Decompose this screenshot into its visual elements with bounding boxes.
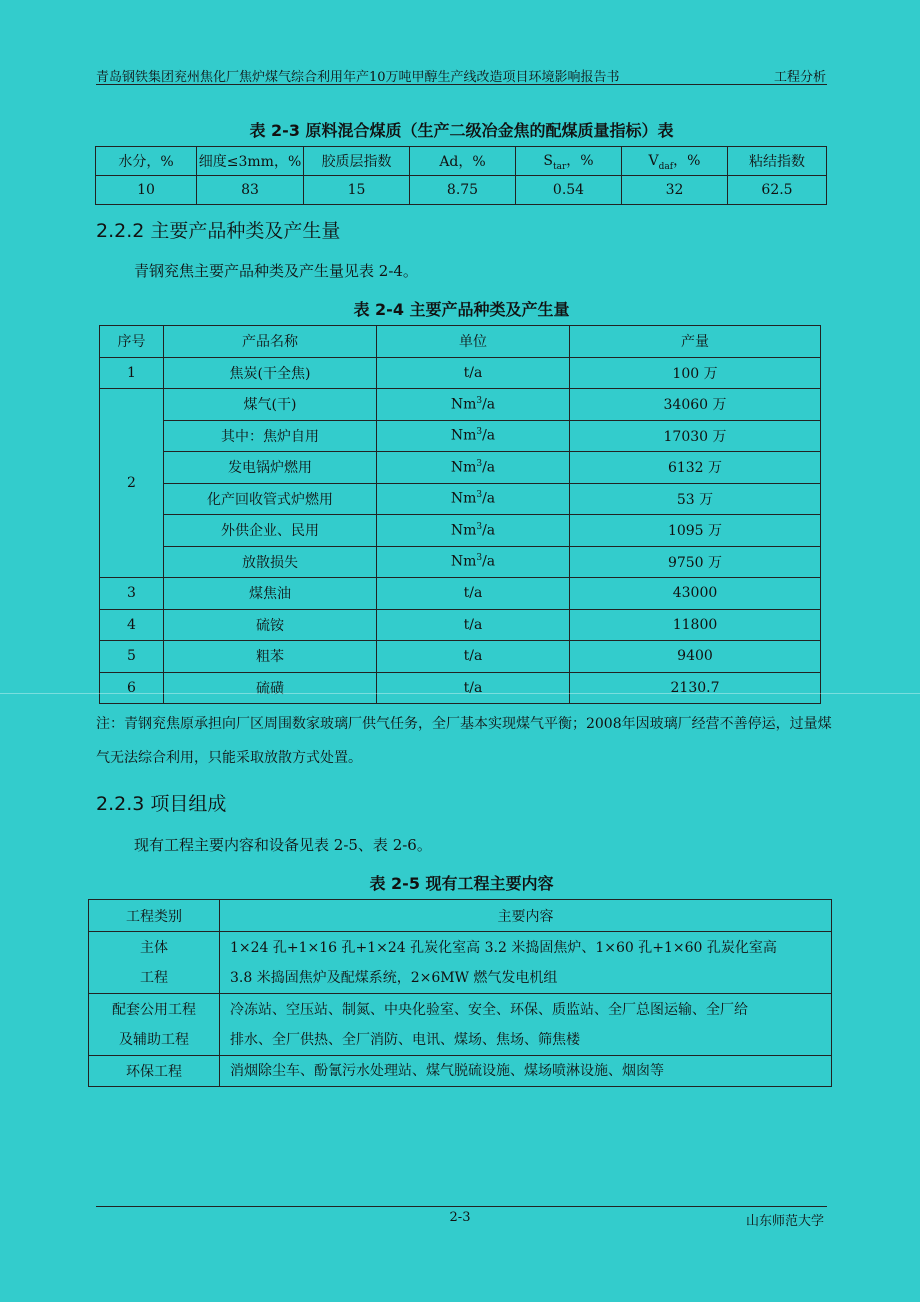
unit-tail: /a — [482, 396, 496, 413]
content-cell: 消烟除尘车、酚氰污水处理站、煤气脱硫设施、煤场喷淋设施、烟囱等 — [220, 1056, 832, 1087]
unit-sup: 3 — [476, 395, 483, 406]
header-section: 工程分析 — [773, 70, 826, 85]
unit-base: Nm — [450, 428, 477, 445]
header-cell: 胶质层指数 — [304, 147, 410, 176]
header-v-unit: ，% — [673, 153, 701, 170]
unit-tail: /a — [482, 428, 496, 445]
row-amount: 17030 万 — [570, 420, 821, 452]
table-2-4-note: 注：青钢兖焦原承担向厂区周围数家玻璃厂供气任务，全厂基本实现煤气平衡；2008年因玻璃厂经营不善停运，过量煤气无法综合利用，只能采取放散方式处置。 — [96, 716, 832, 766]
section-2-2-2-paragraph: 青钢兖焦主要产品种类及产生量见表 2-4。 — [134, 262, 418, 280]
row-unit — [377, 420, 570, 452]
value-cell: 10 — [96, 176, 197, 205]
row-amount: 53 万 — [570, 483, 821, 515]
row-amount: 34060 万 — [570, 389, 821, 421]
row-no: 3 — [100, 578, 164, 610]
content-line: 3.8 米捣固焦炉及配煤系统，2×6MW 燃气发电机组 — [230, 969, 558, 986]
row-name: 放散损失 — [164, 546, 377, 578]
header-title: 青岛钢铁集团兖州焦化厂焦炉煤气综合利用年产10万吨甲醇生产线改造项目环境影响报告书 — [96, 70, 620, 85]
row-name: 外供企业、民用 — [164, 515, 377, 547]
table-row — [100, 357, 821, 389]
footer-rule — [96, 1206, 827, 1207]
row-no: 2 — [100, 389, 164, 578]
row-no: 4 — [100, 609, 164, 641]
row-amount: 100 万 — [570, 357, 821, 389]
header-v-sub: daf — [658, 161, 674, 172]
header-cell: 水分，% — [96, 147, 197, 176]
unit-base: Nm — [450, 491, 477, 508]
header-cell: Ad，% — [410, 147, 516, 176]
row-amount: 43000 — [570, 578, 821, 610]
table-2-4-caption: 表 2-4 主要产品种类及产生量 — [353, 300, 570, 319]
value-cell: 15 — [304, 176, 410, 205]
category-cell: 环保工程 — [89, 1056, 220, 1087]
unit-sup: 3 — [476, 427, 483, 438]
header-cell: 工程类别 — [89, 900, 220, 932]
header-cell: 序号 — [100, 326, 164, 358]
table-row — [100, 515, 821, 547]
table-row — [100, 546, 821, 578]
table-row — [89, 900, 832, 932]
category-line: 及辅助工程 — [119, 1031, 189, 1048]
row-unit — [377, 452, 570, 484]
header-s-sub: tar — [552, 161, 567, 172]
content-line: 排水、全厂供热、全厂消防、电讯、煤场、焦场、筛焦楼 — [230, 1031, 580, 1048]
table-2-5 — [88, 899, 832, 1087]
row-unit: t/a — [377, 641, 570, 673]
row-unit — [377, 389, 570, 421]
table-row — [100, 420, 821, 452]
row-name: 硫磺 — [164, 672, 377, 704]
row-name: 煤焦油 — [164, 578, 377, 610]
unit-tail: /a — [482, 554, 496, 571]
table-2-5-caption: 表 2-5 现有工程主要内容 — [369, 874, 554, 893]
category-line: 主体 — [140, 939, 168, 956]
header-s-unit: ，% — [566, 153, 594, 170]
row-name: 化产回收管式炉燃用 — [164, 483, 377, 515]
unit-tail: /a — [482, 459, 496, 476]
footer-organization: 山东师范大学 — [745, 1214, 824, 1229]
table-row — [89, 994, 832, 1056]
value-cell: 0.54 — [516, 176, 622, 205]
table-row — [96, 147, 827, 176]
unit-sup: 3 — [476, 490, 483, 501]
value-cell: 62.5 — [728, 176, 827, 205]
unit-sup: 3 — [476, 458, 483, 469]
header-cell — [622, 147, 728, 176]
row-amount: 6132 万 — [570, 452, 821, 484]
unit-tail: /a — [482, 491, 496, 508]
row-name: 发电锅炉燃用 — [164, 452, 377, 484]
row-unit — [377, 546, 570, 578]
table-2-3 — [95, 146, 827, 205]
row-amount: 9750 万 — [570, 546, 821, 578]
row-name: 硫铵 — [164, 609, 377, 641]
table-row — [100, 672, 821, 704]
section-2-2-3-paragraph: 现有工程主要内容和设备见表 2-5、表 2-6。 — [134, 836, 432, 854]
table-row — [100, 326, 821, 358]
section-2-2-2-title: 2.2.2 主要产品种类及产生量 — [96, 220, 341, 242]
table-row — [100, 452, 821, 484]
row-unit: t/a — [377, 357, 570, 389]
unit-sup: 3 — [476, 553, 483, 564]
row-unit — [377, 515, 570, 547]
content-line: 冷冻站、空压站、制氮、中央化验室、安全、环保、质监站、全厂总图运输、全厂给 — [230, 1001, 748, 1018]
category-cell — [89, 932, 220, 994]
category-cell — [89, 994, 220, 1056]
row-unit: t/a — [377, 672, 570, 704]
page-number: 2-3 — [449, 1210, 471, 1225]
table-2-3-caption: 表 2-3 原料混合煤质（生产二级冶金焦的配煤质量指标）表 — [249, 121, 674, 140]
table-row — [96, 176, 827, 205]
header-cell: 粘结指数 — [728, 147, 827, 176]
unit-base: Nm — [450, 522, 477, 539]
header-cell: 主要内容 — [220, 900, 832, 932]
row-no: 1 — [100, 357, 164, 389]
header-cell: 细度≤3mm，% — [197, 147, 304, 176]
table-row — [89, 1056, 832, 1087]
header-rule — [96, 84, 827, 85]
header-s: S — [543, 153, 553, 170]
category-line: 配套公用工程 — [112, 1001, 196, 1018]
content-cell — [220, 932, 832, 994]
table-row — [100, 578, 821, 610]
table-row — [100, 389, 821, 421]
header-cell: 产量 — [570, 326, 821, 358]
row-no: 5 — [100, 641, 164, 673]
row-amount: 11800 — [570, 609, 821, 641]
value-cell: 8.75 — [410, 176, 516, 205]
unit-sup: 3 — [476, 521, 483, 532]
row-name: 焦炭(干全焦) — [164, 357, 377, 389]
row-name: 其中：焦炉自用 — [164, 420, 377, 452]
table-row — [100, 483, 821, 515]
row-unit: t/a — [377, 578, 570, 610]
unit-base: Nm — [450, 554, 477, 571]
content-cell — [220, 994, 832, 1056]
header-cell: 单位 — [377, 326, 570, 358]
row-amount: 1095 万 — [570, 515, 821, 547]
row-name: 粗苯 — [164, 641, 377, 673]
table-row — [100, 609, 821, 641]
value-cell: 32 — [622, 176, 728, 205]
row-unit: t/a — [377, 609, 570, 641]
table-2-4 — [99, 325, 821, 704]
unit-base: Nm — [450, 396, 477, 413]
content-line: 1×24 孔+1×16 孔+1×24 孔炭化室高 3.2 米捣固焦炉、1×60 孔+1×60 孔炭化室高 — [230, 939, 777, 956]
table-row — [100, 641, 821, 673]
unit-tail: /a — [482, 522, 496, 539]
row-amount: 9400 — [570, 641, 821, 673]
row-unit — [377, 483, 570, 515]
header-v: V — [648, 153, 659, 170]
header-cell: 产品名称 — [164, 326, 377, 358]
row-amount: 2130.7 — [570, 672, 821, 704]
category-line: 工程 — [140, 969, 168, 986]
section-2-2-3-title: 2.2.3 项目组成 — [96, 793, 227, 815]
value-cell: 83 — [197, 176, 304, 205]
row-no: 6 — [100, 672, 164, 704]
row-name: 煤气(干) — [164, 389, 377, 421]
unit-base: Nm — [450, 459, 477, 476]
scan-artifact-line — [0, 693, 920, 694]
header-cell — [516, 147, 622, 176]
table-row — [89, 932, 832, 994]
